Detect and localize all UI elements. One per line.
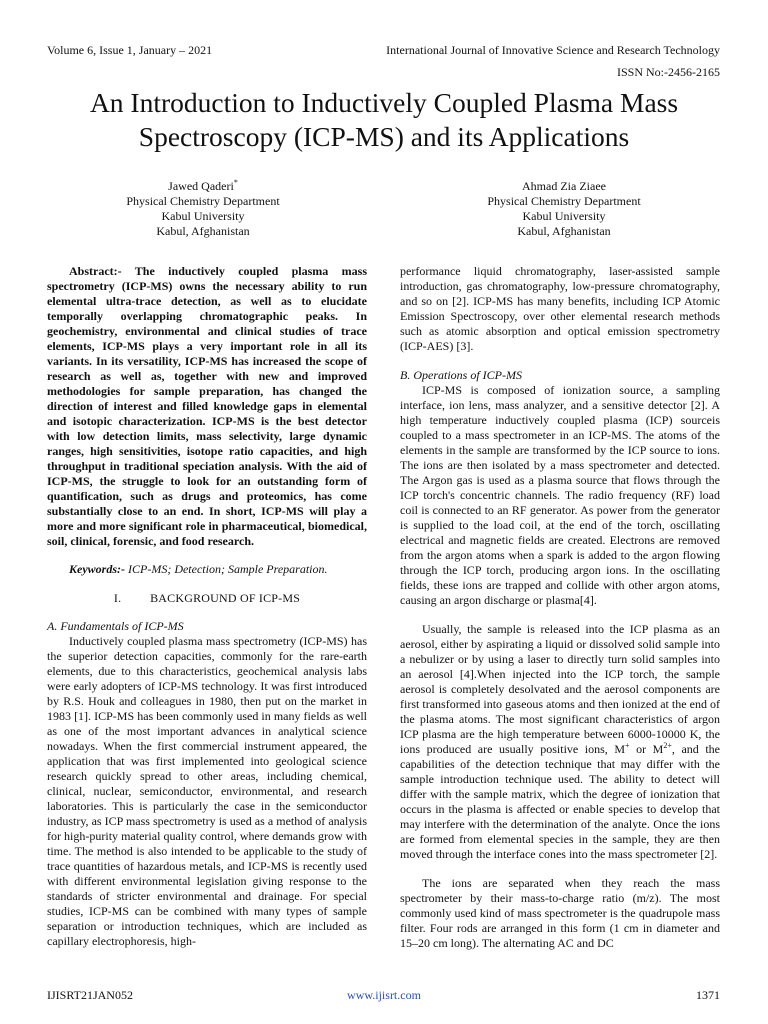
issn: ISSN No:-2456-2165 [616,65,720,79]
author-block-1 [53,179,353,239]
volume-info: Volume 6, Issue 1, January – 2021 [47,43,213,57]
author-location: Kabul, Afghanistan [517,224,611,238]
section-heading [47,591,367,606]
author-univ: Kabul University [161,209,245,223]
left-column [47,264,367,949]
author-name: Ahmad Zia Ziaee [522,179,606,193]
footer-code: IJISRT21JAN052 [47,988,133,1002]
abstract: Abstract:- The inductively coupled plasma mass spectrometry (ICP-MS) owns the necessary ability to run elemental ultra-trace detection, as well as to elucidate temporally overlapping chromatographic peaks. In geochemistry, environmental and clinical studies of trace elements, ICP-MS plays a very important role in all its variants. In its versatility, ICP-MS has increased the scope of research as well as, together with new and improved methodologies for sample preparation, has changed the direction of interest and filled knowledge gaps in elemental and isotopic characterization. ICP-MS is the best detector with low detection limits, mass selectivity, large dynamic ranges, high sensitivities, isotope ratio capacities, and high throughput in traditional speciation analysis. With the aid of ICP-MS, the struggle to look for an outstanding form of quantification, such as drugs and proteomics, has come substantially close to an end. In short, ICP-MS will play a more and more significant role in pharmaceutical, biomedical, soil, clinical, forensic, and food research. [47,264,367,548]
right-column [400,264,720,951]
corresponding-mark: * [233,178,238,187]
author-dept: Physical Chemistry Department [126,194,280,208]
author-dept: Physical Chemistry Department [487,194,641,208]
section-title: BACKGROUND OF ICP-MS [150,591,301,605]
paragraph-operations-3: The ions are separated when they reach the mass spectrometer by their mass-to-charge ratio (m/z). The most commonly used kind of mass spectrometer is the quadrupole mass filter. Four rods are arranged in this form (1 cm in diameter and 15–20 cm long). The alternating AC and DC [400,876,720,950]
section-number: I. [113,591,122,605]
footer-url-link[interactable]: www.ijisrt.com [347,988,421,1002]
title-line-2: Spectroscopy (ICP-MS) and its Applications [138,121,630,152]
title-line-1: An Introduction to Inductively Coupled Plasma Mass [89,87,679,118]
author-name-line [53,179,353,194]
author-name: Jawed Qaderi [168,179,234,193]
keywords-text: ICP-MS; Detection; Sample Preparation. [128,562,328,576]
journal-name: International Journal of Innovative Science and Research Technology [386,43,720,57]
keywords-label: Keywords:- [69,562,125,576]
page-number: 1371 [696,988,720,1002]
paragraph-continued: performance liquid chromatography, laser-assisted sample introduction, gas chromatography, low-pressure chromatography, and so on [2]. ICP-MS has many benefits, including ICP Atomic Emission Spectroscopy, over other elemental research methods such as atomic absorption and optical emission spectrometry (ICP-AES) [3]. [400,264,720,353]
author-univ: Kabul University [522,209,606,223]
subsection-heading-b: B. Operations of ICP-MS [400,368,522,382]
paragraph-fundamentals: Inductively coupled plasma mass spectrometry (ICP-MS) has the superior detection capacities, commonly for the rare-earth elements, due to this characteristics, geochemical analysis labs were early adopters of ICP-MS technology. It was first introduced by R.S. Houk and colleagues in 1980, then put on the market in 1983 [1]. ICP-MS has been commonly used in many fields as well as one of the most important advances in analytical science nowadays. When the first commercial instrument appeared, the application that was first implemented into geological science research quickly spread to other areas, including chemical, clinical, nuclear, semiconductor, environmental, and research laboratories. This is particularly the case in the semiconductor industry, as ICP mass spectrometry is used as a method of analysis for high-purity material quality control, where demands grow with time. The method is also intended to be applicable to the study of trace quantities of hazardous metals, and ICP-MS is recently used with different environmental legislation giving response to the standards of stricter environmental and drainage. For special studies, ICP-MS can be combined with many types of sample separation or introduction techniques, which are included as capillary electrophoresis, high- [47,634,367,948]
paper-title [0,86,768,154]
author-block-2 [414,179,714,239]
subsection-heading-a: A. Fundamentals of ICP-MS [47,619,184,633]
paragraph-operations-1: ICP-MS is composed of ionization source, a sampling interface, ion lens, mass analyzer, and a sensitive detector [2]. A high temperature inductively coupled plasma (ICP) sourceis coupled to a mass spectrometer in an ICP-MS. The atoms of the elements in the sample are transformed by the ICP source to ions. The ions are then isolated by a mass spectrometer and detected. The Argon gas is used as a plasma source that flows through the ICP torch's concentric channels. The radio frequency (RF) load coil is connected to an RF generator. As power from the generator is supplied to the load coil, at the end of the torch, oscillating electrical and magnetic fields are created. Electrons are removed from the argon atoms when a spark is added to the argon flowing through the ICP torch, producing argon ions. In the oscillating fields, these ions are trapped and collide with other argon atoms, causing an argon discharge or plasma[4]. [400,383,720,607]
author-location: Kabul, Afghanistan [156,224,250,238]
paragraph-operations-2: Usually, the sample is released into the ICP plasma as an aerosol, either by aspirating a liquid or dissolved solid sample into a nebulizer or by using a laser to directly turn solid samples into an aerosol [4].When injected into the ICP torch, the sample aerosol is completely desolvated and the aerosol components are first transformed into gaseous atoms and then ionized at the end of the plasma atoms. The most significant characteristics of argon ICP plasma are the high temperature between 6000-10000 K, the ions produced are usually positive ions, M+ or $M^{2+}$, and the capabilities of the detection technique that may differ with the sample introduction technique used. The ability to detect will differ with the sample matrix, which the degree of ionization that occurs in the plasma is affected or enable species to develop that may interfere with the determination of the analyte. Once the ions are formed from elemental species in the sample, they are then moved through the interface cones into the mass spectrometer [2]. [400,622,720,861]
keywords [47,562,367,577]
